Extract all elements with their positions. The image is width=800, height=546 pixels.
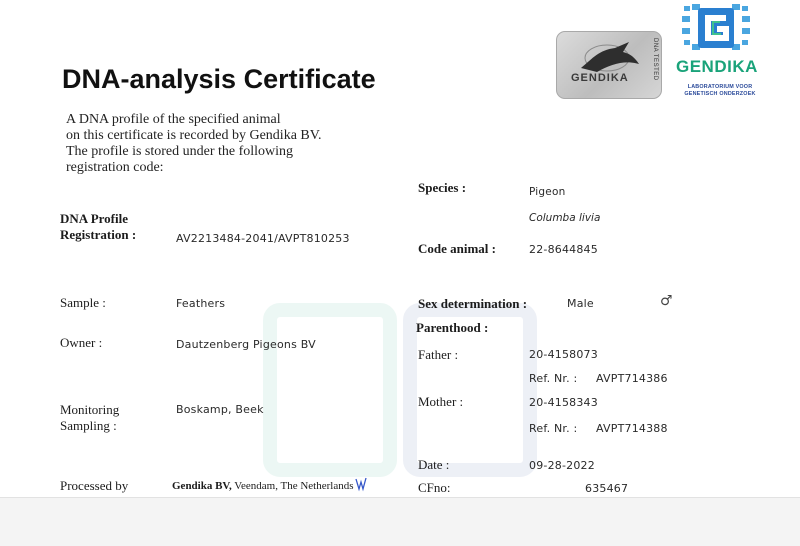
lab-subtitle-line: GENETISCH ONDERZOEK: [684, 91, 756, 97]
registration-label: Registration :: [60, 227, 137, 242]
species-latin: Columba livia: [529, 212, 601, 224]
sex-value: Male: [567, 297, 594, 310]
species-label: Species :: [418, 180, 467, 195]
date-value: 09-28-2022: [529, 459, 595, 472]
species-common: Pigeon: [529, 186, 566, 198]
father-ref-value: AVPT714386: [596, 372, 668, 385]
dna-profile-label: DNA Profile: [60, 211, 128, 226]
monitoring-value: Boskamp, Beek: [176, 403, 264, 416]
processed-org: Gendika BV,: [172, 480, 232, 492]
owner-value: Dautzenberg Pigeons BV: [176, 338, 316, 351]
intro-line: on this certificate is recorded by Gendika BV.: [66, 128, 322, 143]
sample-value: Feathers: [176, 297, 226, 310]
watermark-logo: [250, 300, 550, 480]
monitoring-label: Monitoring: [60, 402, 120, 417]
seal-word: GENDIKA: [571, 72, 629, 84]
processed-by-label: Processed by: [60, 478, 129, 493]
father-ref-label: Ref. Nr. :: [529, 372, 578, 385]
gendika-logo-icon: [680, 2, 752, 54]
intro-line: registration code:: [66, 160, 164, 175]
sampling-label: Sampling :: [60, 418, 117, 433]
page-title: DNA-analysis Certificate: [62, 64, 376, 94]
mother-value: 20-4158343: [529, 396, 598, 409]
lab-subtitle: [677, 84, 763, 98]
sample-label: Sample :: [60, 295, 106, 310]
mother-label: Mother :: [418, 394, 464, 409]
pigeon-icon: [569, 38, 647, 76]
parenthood-label: Parenthood :: [416, 320, 489, 335]
father-value: 20-4158073: [529, 348, 598, 361]
seal-tag: DNA TESTED: [652, 38, 658, 81]
dna-tested-seal: [556, 31, 662, 99]
cfno-value: 635467: [585, 482, 629, 495]
intro-line: The profile is stored under the following: [66, 144, 294, 159]
code-animal-label: Code animal :: [418, 241, 496, 256]
intro-text: [66, 112, 322, 176]
processed-by-value: [172, 480, 354, 492]
owner-label: Owner :: [60, 335, 103, 350]
registration-value: AV2213484-2041/AVPT810253: [176, 232, 350, 245]
intro-line: A DNA profile of the specified animal: [66, 112, 281, 127]
signature-mark: [354, 476, 368, 492]
code-animal-value: 22-8644845: [529, 243, 598, 256]
sex-determination-label: Sex determination :: [418, 296, 528, 311]
lab-name: GENDIKA: [676, 57, 758, 76]
scan-bottom-margin: [0, 497, 800, 546]
father-label: Father :: [418, 347, 459, 362]
cfno-label: CFno:: [418, 480, 451, 495]
processed-place: Veendam, The Netherlands: [231, 480, 354, 492]
mother-ref-value: AVPT714388: [596, 422, 668, 435]
male-symbol-icon: ♂: [660, 293, 673, 309]
lab-subtitle-line: LABORATORIUM VOOR: [687, 84, 753, 90]
date-label: Date :: [418, 457, 450, 472]
mother-ref-label: Ref. Nr. :: [529, 422, 578, 435]
